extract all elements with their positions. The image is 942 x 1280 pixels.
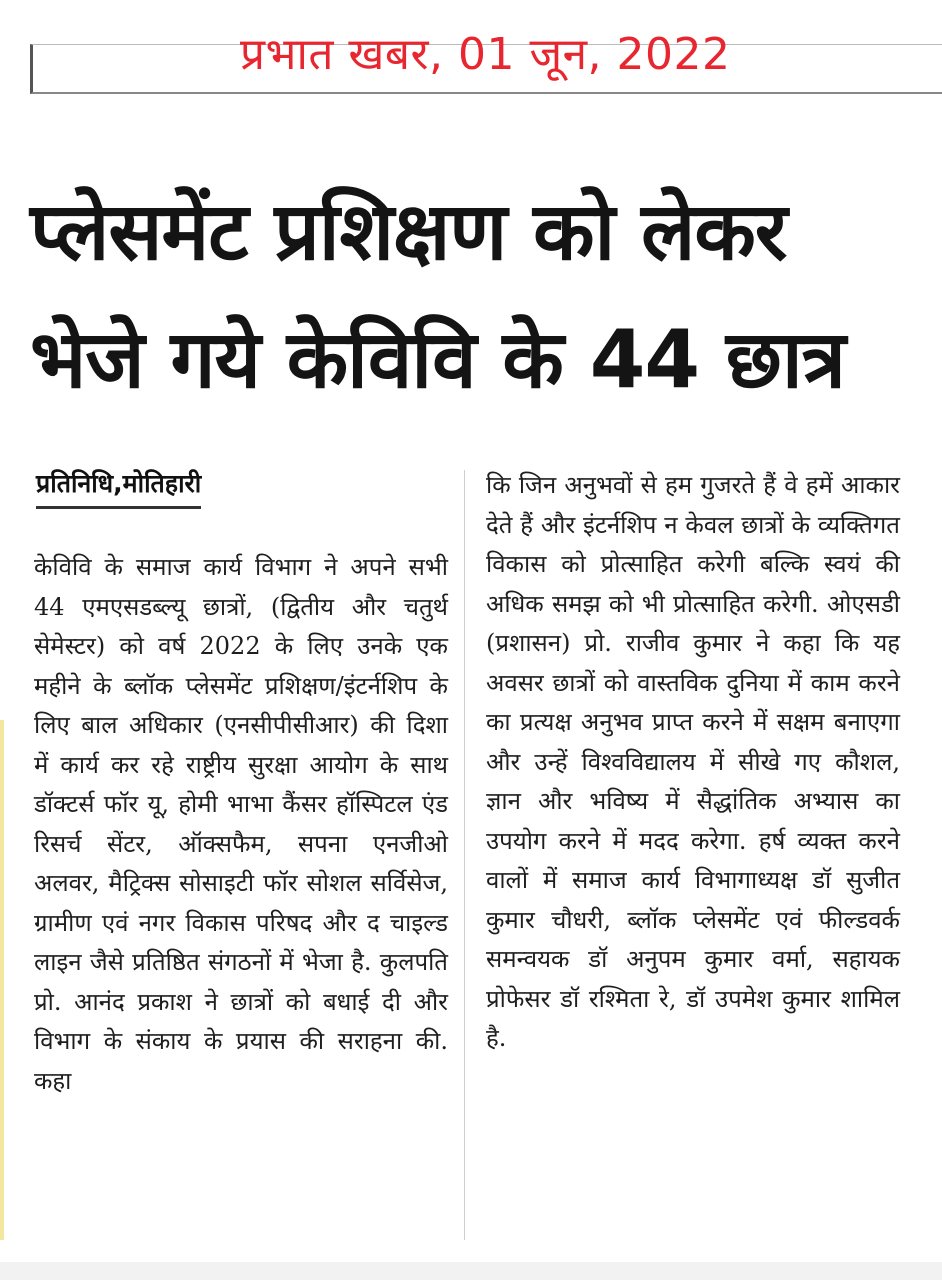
- article-headline: [30, 168, 920, 424]
- bottom-margin: [0, 1262, 942, 1280]
- column-divider: [464, 470, 465, 1240]
- page-edge-strip: [0, 720, 4, 1240]
- article-column-left: [34, 548, 448, 1101]
- article-paragraph-2: कि जिन अनुभवों से हम गुजरते हैं वे हमें आकार देते हैं और इंटर्नशिप न केवल छात्रों के व्यक्तिगत विकास को प्रोत्साहित करेगी बल्कि स्वयं की अधिक समझ को भी प्रोत्साहित करेगी. ओएसडी (प्रशासन) प्रो. राजीव कुमार ने कहा कि यह अवसर छात्रों को वास्तविक दुनिया में काम करने का प्रत्यक्ष अनुभव प्राप्त करने में सक्षम बनाएगा और उन्हें विश्वविद्यालय में सीखे गए कौशल, ज्ञान और भविष्य में सैद्धांतिक अभ्यास का उपयोग करने में मदद करेगा. हर्ष व्यक्त करने वालों में समाज कार्य विभागाध्यक्ष डॉ सुजीत कुमार चौधरी, ब्लॉक प्लेसमेंट एवं फील्डवर्क समन्वयक डॉ अनुपम कुमार वर्मा, सहायक प्रोफेसर डॉ रश्मिता रे, डॉ उपमेश कुमार शामिल है.: [486, 471, 900, 1052]
- article-column-right: [486, 466, 900, 1059]
- byline: प्रतिनिधि,मोतिहारी: [36, 466, 201, 509]
- headline-line-1: प्लेसमेंट प्रशिक्षण को लेकर: [30, 185, 787, 278]
- source-attribution: प्रभात खबर, 01 जून, 2022: [240, 29, 731, 80]
- article-paragraph-1: केविवि के समाज कार्य विभाग ने अपने सभी 44 एमएसडब्ल्यू छात्रों, (द्वितीय और चतुर्थ सेमेस्टर) को वर्ष 2022 के लिए उनके एक महीने के ब्लॉक प्लेसमेंट प्रशिक्षण/इंटर्नशिप के लिए बाल अधिकार (एनसीपीसीआर) की दिशा में कार्य कर रहे राष्ट्रीय सुरक्षा आयोग के साथ डॉक्टर्स फॉर यू, होमी भाभा कैंसर हॉस्पिटल एंड रिसर्च सेंटर, ऑक्सफैम, सपना एनजीओ अलवर, मैट्रिक्स सोसाइटी फॉर सोशल सर्विसेज, ग्रामीण एवं नगर विकास परिषद और द चाइल्ड लाइन जैसे प्रतिष्ठित संगठनों में भेजा है. कुलपति प्रो. आनंद प्रकाश ने छात्रों को बधाई दी और विभाग के संकाय के प्रयास की सराहना की. कहा: [34, 553, 448, 1095]
- headline-line-2: भेजे गये केविवि के 44 छात्र: [30, 313, 845, 406]
